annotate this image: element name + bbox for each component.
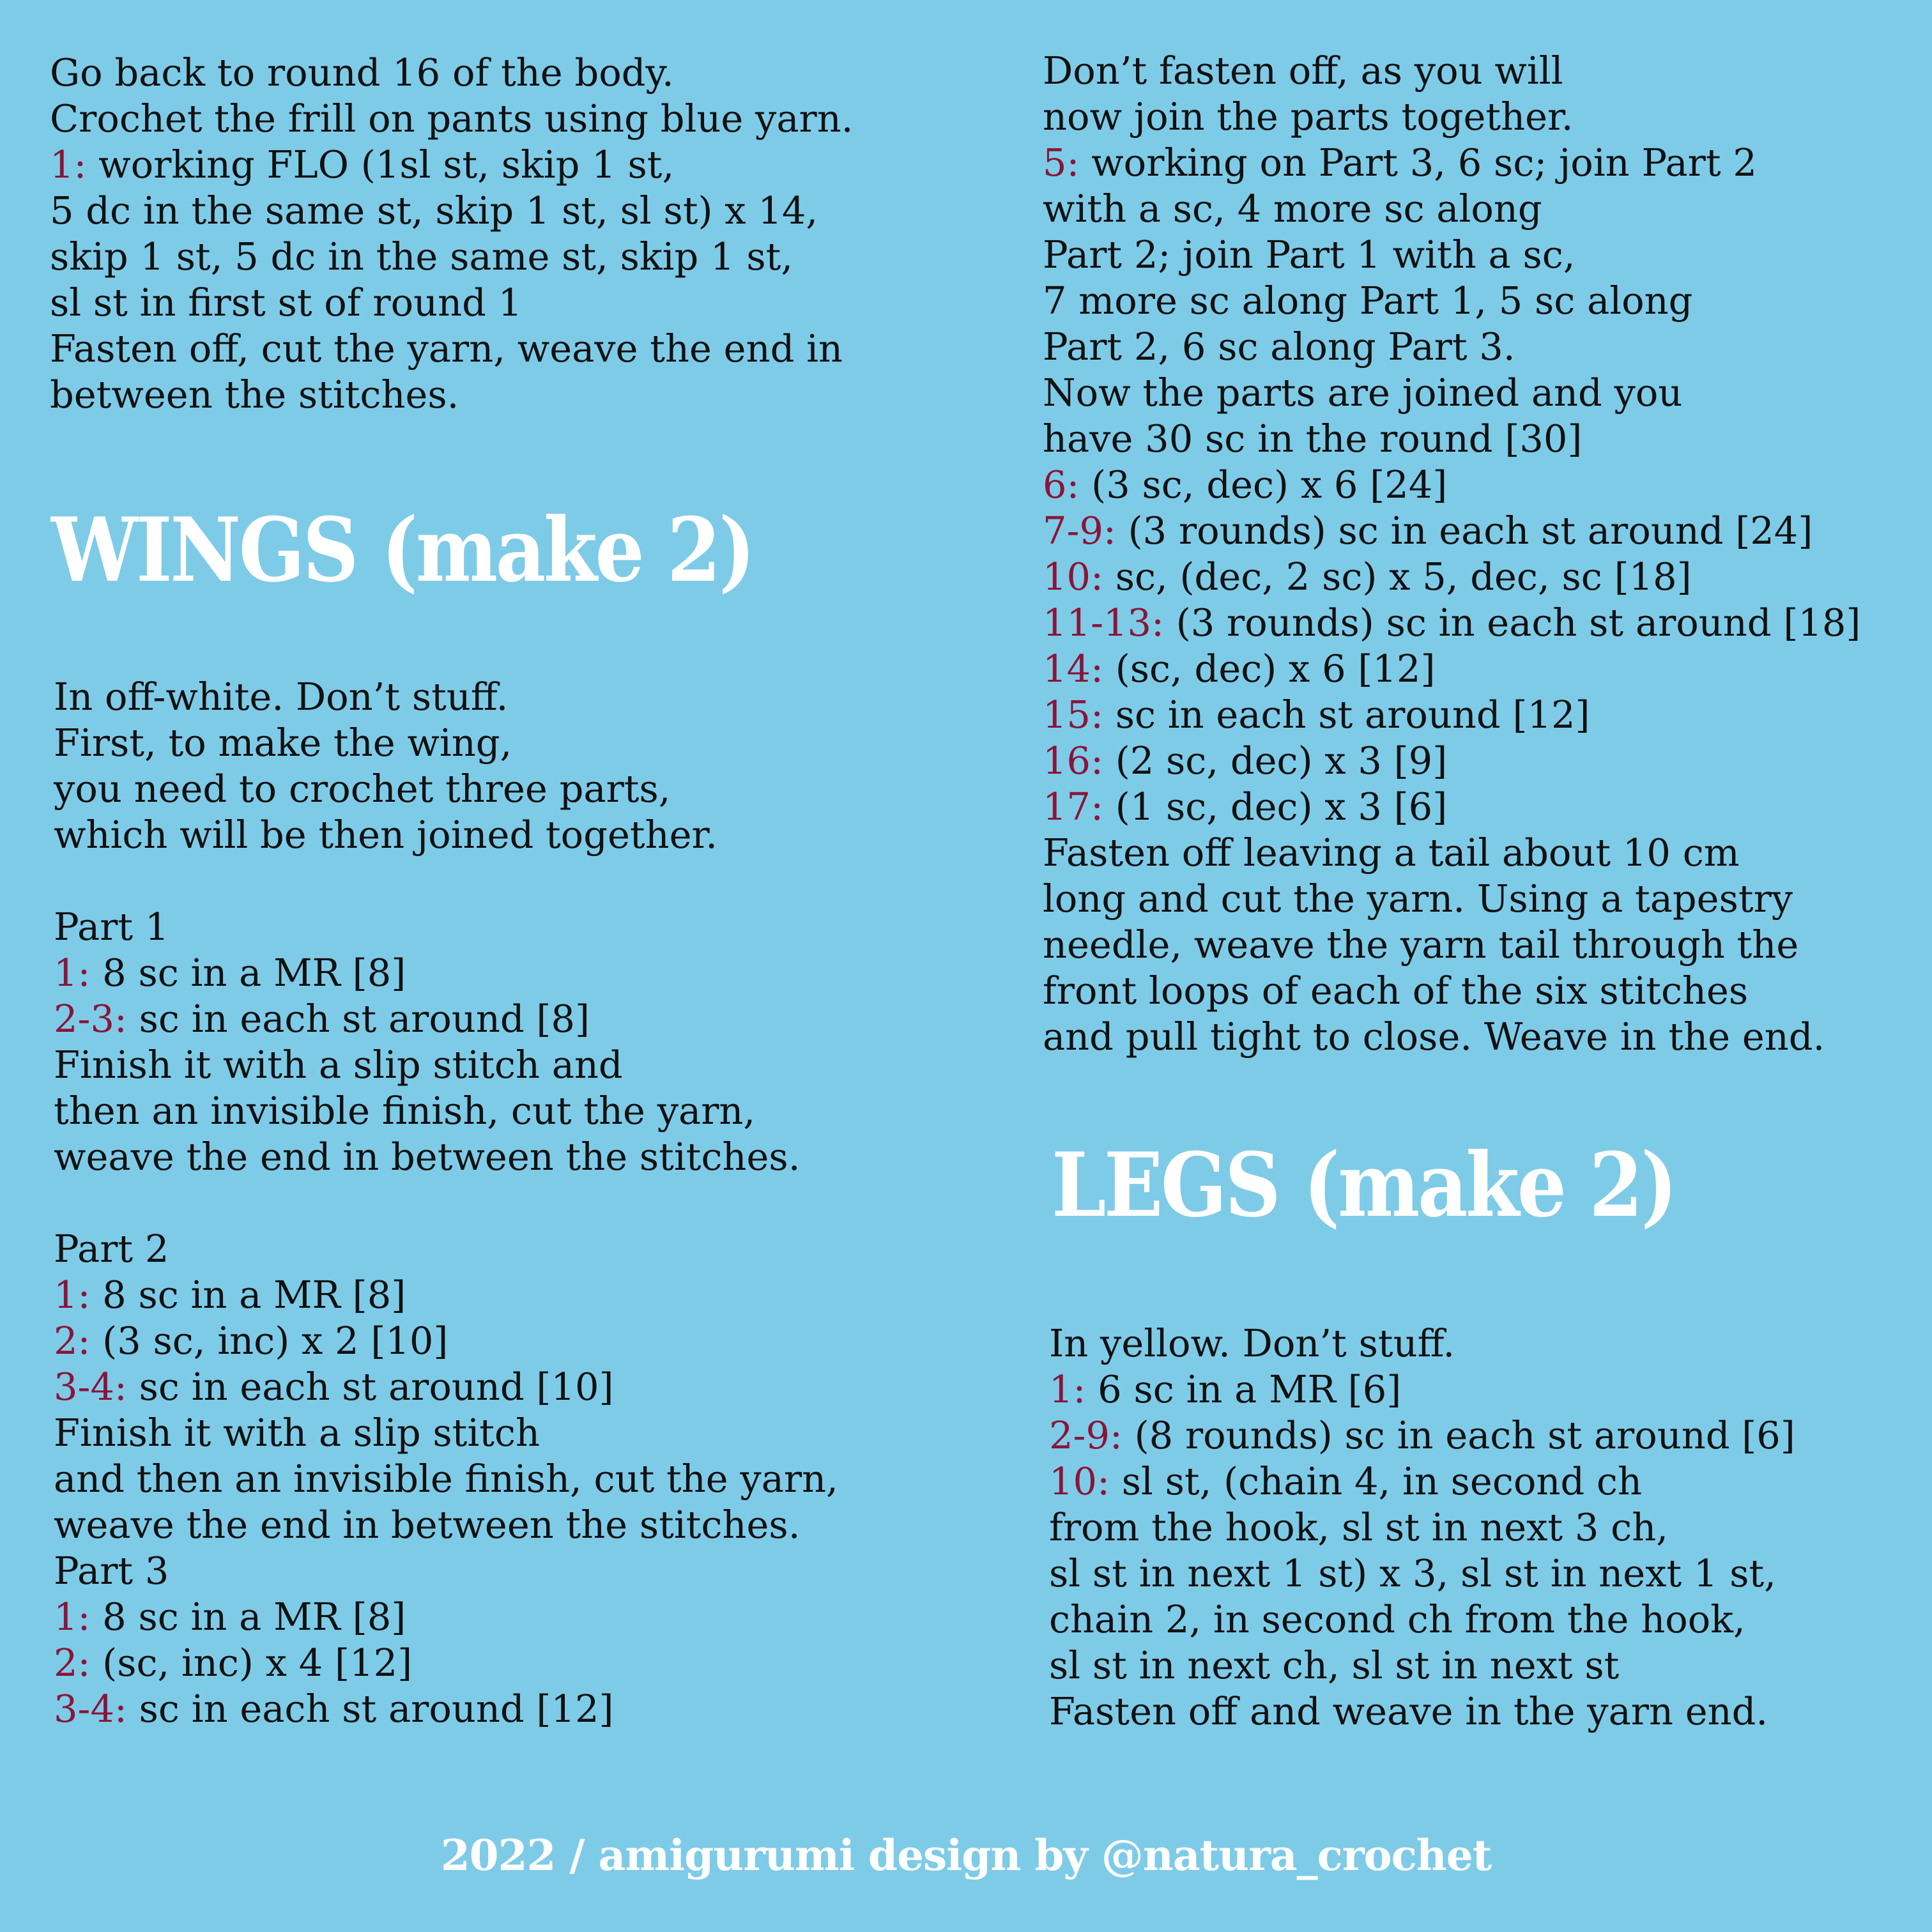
text-line <box>54 858 838 904</box>
text-line <box>1043 278 1860 324</box>
text-line <box>54 812 838 858</box>
instruction-line <box>1043 646 1860 692</box>
text-line <box>54 1180 838 1226</box>
text-line <box>1043 922 1860 968</box>
instruction-line <box>54 1686 838 1732</box>
right-top-text <box>1043 48 1860 1060</box>
round-number: 10: <box>1043 555 1103 599</box>
line-text: 8 sc in a MR [8] <box>90 951 406 995</box>
line-text: sc in each st around [12] <box>126 1687 614 1731</box>
line-text: Finish it with a slip stitch and <box>54 1043 623 1087</box>
text-line <box>54 720 838 766</box>
line-text: (3 rounds) sc in each st around [24] <box>1116 509 1813 553</box>
instruction-line <box>54 1640 838 1686</box>
instruction-line <box>1049 1367 1795 1413</box>
instruction-line <box>54 1364 838 1410</box>
round-number: 1: <box>1049 1367 1086 1411</box>
instruction-line <box>1049 1413 1795 1459</box>
line-text: Part 2 <box>54 1227 169 1271</box>
line-text: sl st in next 1 st) x 3, sl st in next 1 st, <box>1049 1551 1776 1595</box>
text-line <box>1043 186 1860 232</box>
line-text: long and cut the yarn. Using a tapestry <box>1043 877 1793 921</box>
line-text: In yellow. Don’t stuff. <box>1049 1321 1455 1365</box>
legs-heading: LEGS (make 2) <box>1052 1133 1676 1237</box>
text-line <box>1049 1643 1795 1689</box>
line-text: 5 dc in the same st, skip 1 st, sl st) x 14, <box>50 188 818 233</box>
text-line <box>54 1548 838 1594</box>
line-text: Part 3 <box>54 1549 169 1593</box>
footer-credit: 2022 / amigurumi design by @natura_crochet <box>440 1830 1492 1880</box>
line-text: sl st, (chain 4, in second ch <box>1109 1459 1642 1503</box>
text-line <box>50 234 853 280</box>
line-text: Part 2; join Part 1 with a sc, <box>1043 233 1575 277</box>
text-line <box>1043 324 1860 370</box>
instruction-line <box>54 1594 838 1640</box>
round-number: 14: <box>1043 647 1103 691</box>
text-line <box>54 674 838 720</box>
line-text: chain 2, in second ch from the hook, <box>1049 1597 1745 1641</box>
line-text: Go back to round 16 of the body. <box>50 50 674 95</box>
instruction-line <box>1043 692 1860 738</box>
text-line <box>50 372 853 418</box>
instruction-line <box>50 142 853 188</box>
left-top-text <box>50 50 853 418</box>
line-text: now join the parts together. <box>1043 95 1574 139</box>
round-number: 1: <box>54 1595 91 1639</box>
round-number: 1: <box>54 1273 91 1317</box>
line-text: (1 sc, dec) x 3 [6] <box>1103 785 1448 829</box>
line-text: and pull tight to close. Weave in the end. <box>1043 1015 1825 1059</box>
instruction-line <box>1043 600 1860 646</box>
line-text: sc in each st around [12] <box>1103 693 1590 737</box>
instruction-line <box>54 1318 838 1364</box>
text-line <box>1049 1505 1795 1551</box>
round-number: 17: <box>1043 785 1103 829</box>
line-text: sl st in first st of round 1 <box>50 280 523 325</box>
line-text: which will be then joined together. <box>54 813 717 857</box>
text-line <box>1049 1597 1795 1643</box>
round-number: 16: <box>1043 739 1103 783</box>
line-text: Fasten off, cut the yarn, weave the end in <box>50 326 843 371</box>
round-number: 1: <box>54 951 91 995</box>
instruction-line <box>1049 1459 1795 1505</box>
line-text: Finish it with a slip stitch <box>54 1411 540 1455</box>
round-number: 3-4: <box>54 1687 127 1731</box>
line-text: have 30 sc in the round [30] <box>1043 417 1583 461</box>
round-number: 15: <box>1043 693 1103 737</box>
line-text: First, to make the wing, <box>54 721 512 765</box>
line-text: Don’t fasten off, as you will <box>1043 49 1563 93</box>
line-text: weave the end in between the stitches. <box>54 1135 801 1179</box>
text-line <box>54 904 838 950</box>
line-text: (2 sc, dec) x 3 [9] <box>1103 739 1448 783</box>
line-text: weave the end in between the stitches. <box>54 1503 801 1547</box>
line-text: (3 sc, inc) x 2 [10] <box>90 1319 448 1363</box>
line-text: front loops of each of the six stitches <box>1043 969 1749 1013</box>
text-line <box>54 1502 838 1548</box>
line-text: (sc, dec) x 6 [12] <box>1103 647 1436 691</box>
text-line <box>50 326 853 372</box>
line-text: skip 1 st, 5 dc in the same st, skip 1 st, <box>50 234 793 279</box>
legs-text <box>1049 1321 1795 1735</box>
line-text: 8 sc in a MR [8] <box>90 1273 406 1317</box>
line-text: sc in each st around [8] <box>126 997 590 1041</box>
round-number: 2: <box>54 1641 91 1685</box>
text-line <box>1043 968 1860 1014</box>
line-text: between the stitches. <box>50 372 459 417</box>
line-text: Now the parts are joined and you <box>1043 371 1683 415</box>
instruction-line <box>1043 462 1860 508</box>
text-line <box>1043 370 1860 416</box>
text-line <box>1043 48 1860 94</box>
line-text: working on Part 3, 6 sc; join Part 2 <box>1079 141 1757 185</box>
round-number: 6: <box>1043 463 1080 507</box>
text-line <box>50 188 853 234</box>
text-line <box>54 1456 838 1502</box>
line-text: you need to crochet three parts, <box>54 767 671 811</box>
round-number: 3-4: <box>54 1365 127 1409</box>
line-text: (3 rounds) sc in each st around [18] <box>1163 601 1861 645</box>
line-text: (3 sc, dec) x 6 [24] <box>1079 463 1448 507</box>
wings-heading: WINGS (make 2) <box>51 498 753 602</box>
line-text: from the hook, sl st in next 3 ch, <box>1049 1505 1668 1549</box>
line-text: Fasten off leaving a tail about 10 cm <box>1043 831 1740 875</box>
text-line <box>1049 1689 1795 1735</box>
line-text: Part 1 <box>54 905 169 949</box>
text-line <box>54 1134 838 1180</box>
line-text: sl st in next ch, sl st in next st <box>1049 1643 1620 1687</box>
instruction-line <box>1043 738 1860 784</box>
line-text: (sc, inc) x 4 [12] <box>90 1641 413 1685</box>
round-number: 11-13: <box>1043 601 1164 645</box>
text-line <box>1043 1014 1860 1060</box>
line-text: Crochet the frill on pants using blue yarn. <box>50 96 854 141</box>
line-text: sc, (dec, 2 sc) x 5, dec, sc [18] <box>1103 555 1692 599</box>
instruction-line <box>54 1272 838 1318</box>
instruction-line <box>54 950 838 996</box>
text-line <box>54 1042 838 1088</box>
instruction-line <box>1043 508 1860 554</box>
round-number: 10: <box>1049 1459 1110 1503</box>
text-line <box>50 96 853 142</box>
text-line <box>54 766 838 812</box>
line-text: In off-white. Don’t stuff. <box>54 675 509 719</box>
line-text: needle, weave the yarn tail through the <box>1043 923 1799 967</box>
text-line <box>50 280 853 326</box>
line-text: Part 2, 6 sc along Part 3. <box>1043 325 1515 369</box>
line-text: sc in each st around [10] <box>126 1365 614 1409</box>
line-text: 6 sc in a MR [6] <box>1085 1367 1402 1411</box>
text-line <box>50 50 853 96</box>
text-line <box>1043 232 1860 278</box>
text-line <box>1043 830 1860 876</box>
round-number: 1: <box>50 142 87 187</box>
text-line <box>1043 416 1860 462</box>
instruction-line <box>54 996 838 1042</box>
text-line <box>1043 94 1860 140</box>
round-number: 2-3: <box>54 997 127 1041</box>
instruction-line <box>1043 554 1860 600</box>
text-line <box>1049 1321 1795 1367</box>
wings-text <box>54 674 838 1732</box>
line-text: and then an invisible finish, cut the yarn, <box>54 1457 838 1501</box>
instruction-line <box>1043 140 1860 186</box>
line-text: Fasten off and weave in the yarn end. <box>1049 1689 1768 1733</box>
line-text: (8 rounds) sc in each st around [6] <box>1122 1413 1795 1457</box>
line-text: working FLO (1sl st, skip 1 st, <box>86 142 675 187</box>
round-number: 5: <box>1043 141 1080 185</box>
line-text: then an invisible finish, cut the yarn, <box>54 1089 756 1133</box>
instruction-line <box>1043 784 1860 830</box>
text-line <box>54 1226 838 1272</box>
line-text: with a sc, 4 more sc along <box>1043 187 1542 231</box>
text-line <box>54 1410 838 1456</box>
round-number: 2: <box>54 1319 91 1363</box>
line-text: 8 sc in a MR [8] <box>90 1595 406 1639</box>
text-line <box>54 1088 838 1134</box>
round-number: 2-9: <box>1049 1413 1123 1457</box>
line-text: 7 more sc along Part 1, 5 sc along <box>1043 279 1693 323</box>
text-line <box>1049 1551 1795 1597</box>
text-line <box>1043 876 1860 922</box>
round-number: 7-9: <box>1043 509 1116 553</box>
